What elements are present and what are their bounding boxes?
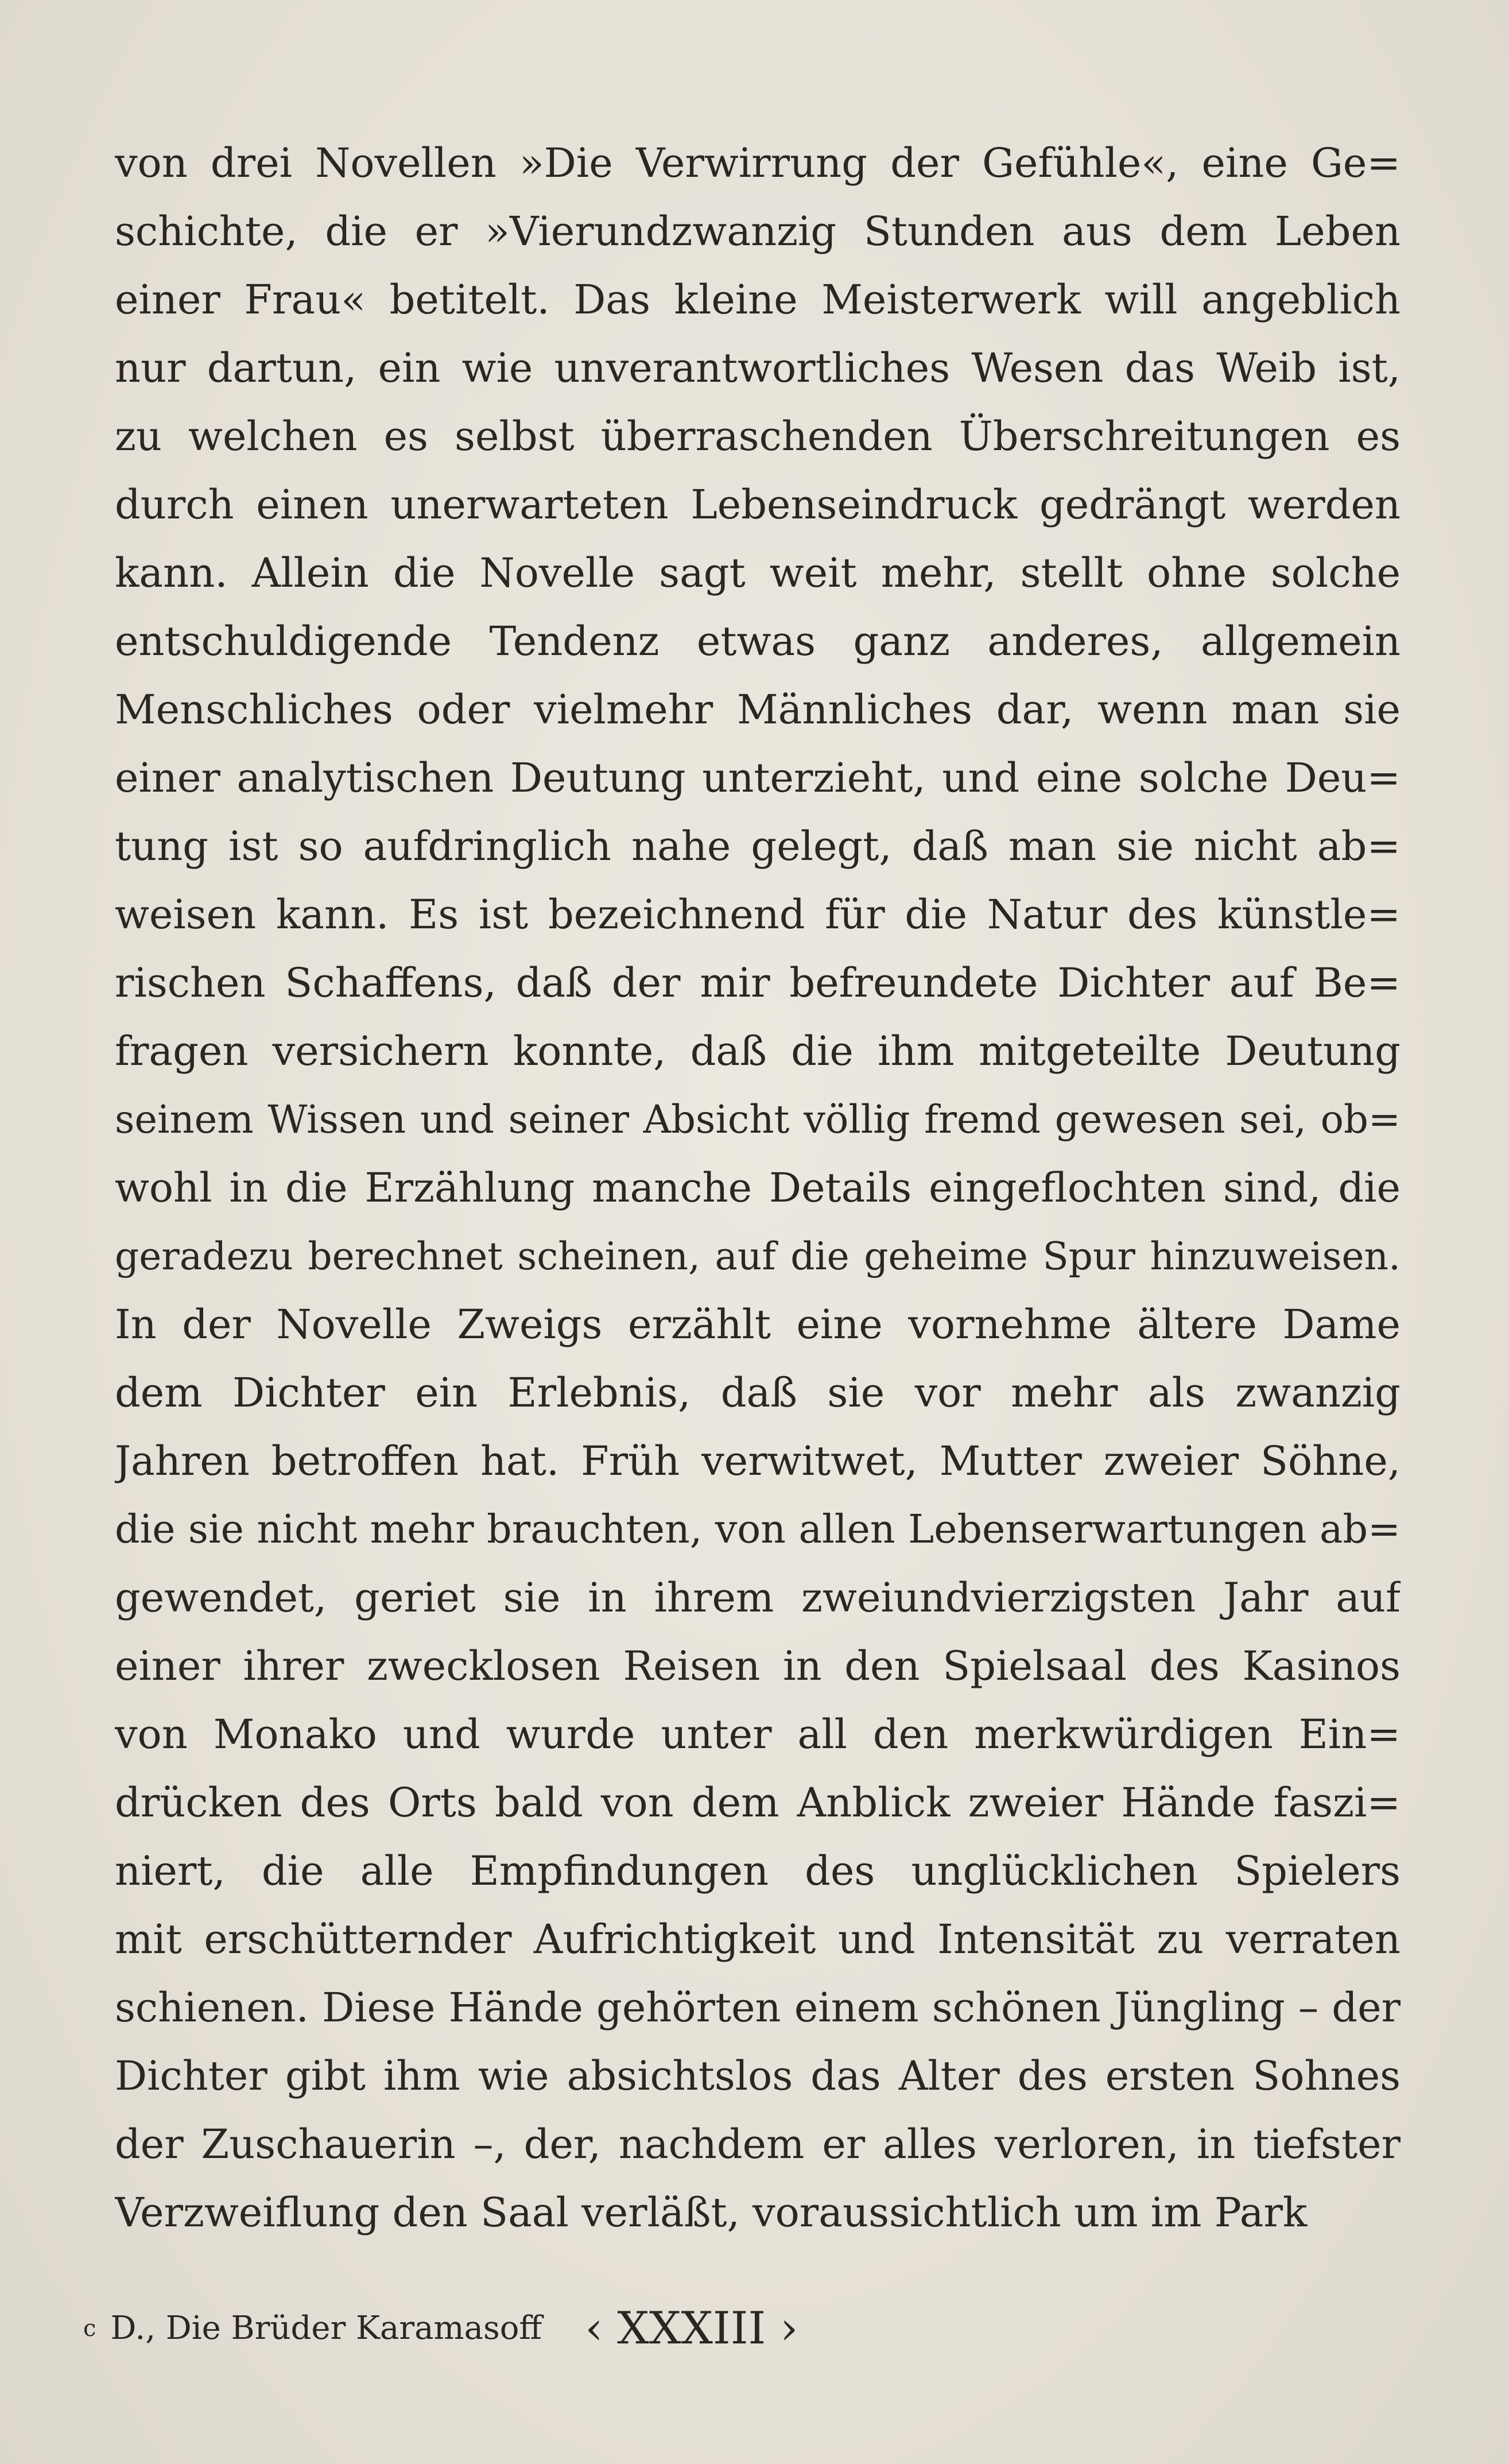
text-line: weisen kann. Es ist bezeichnend für die Natur des künstle= [115, 891, 1401, 938]
text-line: kann. Allein die Novelle sagt weit mehr, stellt ohne solche [115, 549, 1401, 596]
text-line: In der Novelle Zweigs erzählt eine vornehme ältere Dame [115, 1301, 1401, 1348]
text-line: der Zuschauerin –, der, nachdem er alles verloren, in tiefster [115, 2121, 1401, 2168]
text-line: einer ihrer zwecklosen Reisen in den Spielsaal des Kasinos [115, 1642, 1401, 1690]
text-line: geradezu berechnet scheinen, auf die geheime Spur hinzuweisen. [115, 1234, 1401, 1279]
text-line: gewendet, geriet sie in ihrem zweiundvierzigsten Jahr auf [115, 1574, 1401, 1621]
text-line: seinem Wissen und seiner Absicht völlig fremd gewesen sei, ob= [115, 1097, 1401, 1142]
text-line: tung ist so aufdringlich nahe gelegt, daß man sie nicht ab= [115, 823, 1401, 870]
page-footer [83, 2293, 798, 2362]
text-line: zu welchen es selbst überraschenden Überschreitungen es [115, 413, 1401, 460]
text-line: schichte, die er »Vierundzwanzig Stunden aus dem Leben [115, 208, 1401, 255]
text-line: wohl in die Erzählung manche Details eingeflochten sind, die [115, 1164, 1401, 1211]
text-line: einer Frau« betitelt. Das kleine Meisterwerk will angeblich [115, 276, 1401, 323]
text-line: einer analytischen Deutung unterzieht, und eine solche Deu= [115, 754, 1401, 801]
text-line: Dichter gibt ihm wie absichtslos das Alter des ersten Sohnes [115, 2052, 1401, 2099]
signature-title: D., Die Brüder Karamasoff [110, 2309, 542, 2347]
text-line: Verzweiflung den Saal verläßt, voraussichtlich um im Park [115, 2189, 1308, 2236]
text-line: drücken des Orts bald von dem Anblick zweier Hände faszi= [115, 1779, 1401, 1826]
text-line: niert, die alle Empfindungen des unglücklichen Spielers [115, 1847, 1401, 1895]
text-line: nur dartun, ein wie unverantwortliches Wesen das Weib ist, [115, 344, 1401, 392]
text-line: Jahren betroffen hat. Früh verwitwet, Mutter zweier Söhne, [115, 1438, 1401, 1485]
text-line: fragen versichern konnte, daß die ihm mitgeteilte Deutung [115, 1028, 1401, 1075]
body-text [115, 129, 1401, 2247]
page-number: ‹ XXXIII › [585, 2302, 798, 2354]
text-line: Menschliches oder vielmehr Männliches dar, wenn man sie [115, 686, 1401, 733]
text-line: schienen. Diese Hände gehörten einem schönen Jüngling – der [115, 1984, 1401, 2031]
text-line: durch einen unerwarteten Lebenseindruck gedrängt werden [115, 481, 1401, 528]
text-line: von Monako und wurde unter all den merkwürdigen Ein= [115, 1711, 1401, 1758]
text-line: die sie nicht mehr brauchten, von allen Lebenserwartungen ab= [115, 1507, 1401, 1552]
text-line: von drei Novellen »Die Verwirrung der Gefühle«, eine Ge= [115, 140, 1401, 187]
printer-signature-mark: c [83, 2315, 96, 2342]
text-line: dem Dichter ein Erlebnis, daß sie vor mehr als zwanzig [115, 1369, 1401, 1416]
text-line: rischen Schaffens, daß der mir befreundete Dichter auf Be= [115, 959, 1401, 1006]
text-line: mit erschütternder Aufrichtigkeit und Intensität zu verraten [115, 1916, 1401, 1963]
text-line: entschuldigende Tendenz etwas ganz anderes, allgemein [115, 618, 1401, 665]
